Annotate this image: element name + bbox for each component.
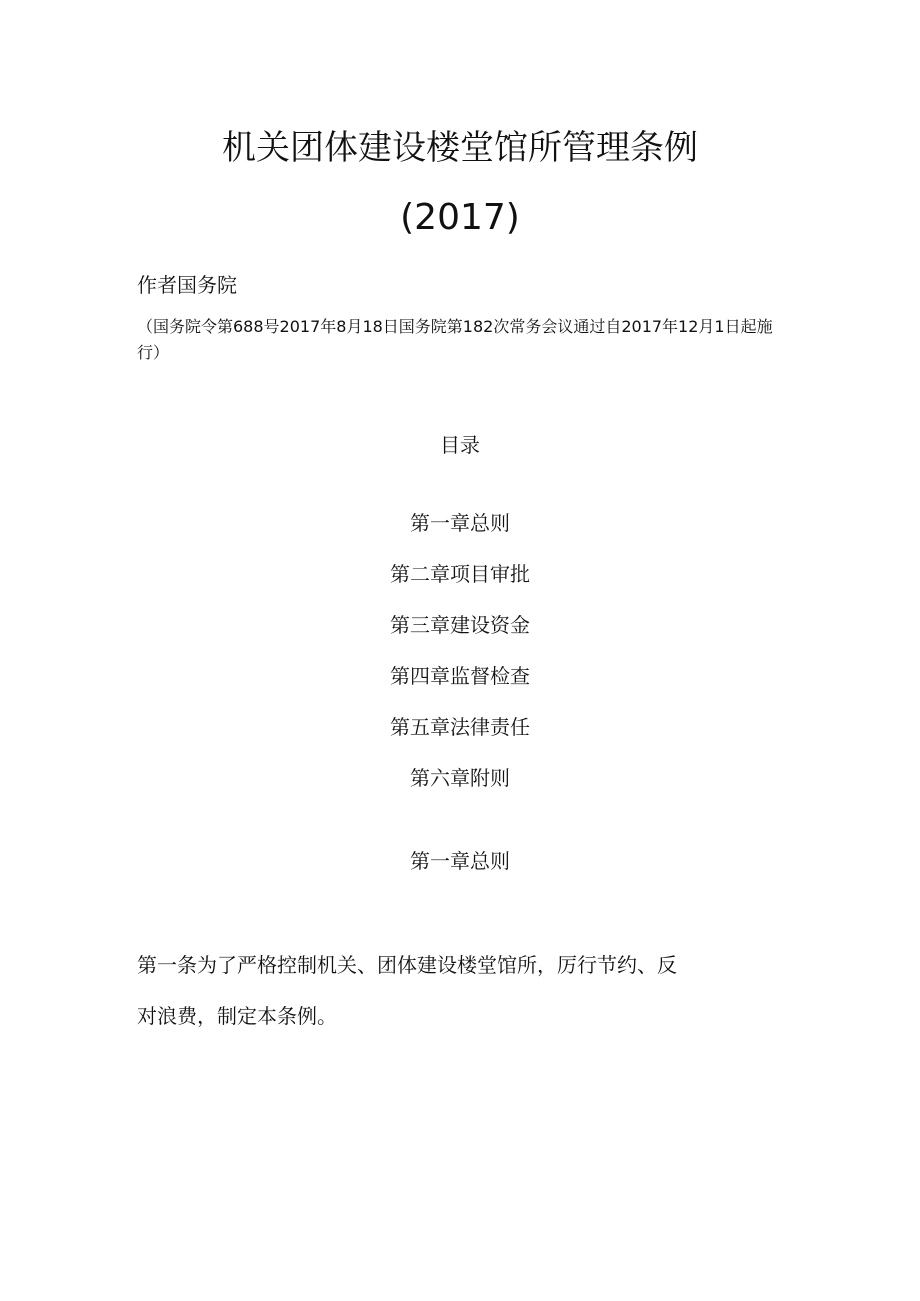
article-line: 第一条为了严格控制机关、团体建设楼堂馆所，厉行节约、反 bbox=[137, 953, 677, 977]
toc-item: 第五章法律责任 bbox=[390, 715, 530, 739]
chapter-heading: 第一章总则 bbox=[410, 849, 510, 873]
toc-item: 第一章总则 bbox=[410, 511, 510, 535]
toc-item: 第六章附则 bbox=[410, 766, 510, 790]
table-of-contents bbox=[0, 510, 920, 816]
document-year: (2017) bbox=[400, 197, 520, 238]
toc-item: 第三章建设资金 bbox=[390, 613, 530, 637]
enactment-note: （国务院令第688号2017年8月18日国务院第182次常务会议通过自2017年12月1日起施行） bbox=[137, 317, 773, 362]
article-paragraph bbox=[137, 940, 737, 1042]
article-line: 对浪费，制定本条例。 bbox=[137, 1004, 337, 1028]
document-title: 机关团体建设楼堂馆所管理条例 bbox=[222, 128, 698, 168]
author-line: 作者国务院 bbox=[137, 273, 237, 297]
toc-item: 第二章项目审批 bbox=[390, 562, 530, 586]
toc-heading: 目录 bbox=[440, 433, 480, 457]
toc-item: 第四章监督检查 bbox=[390, 664, 530, 688]
